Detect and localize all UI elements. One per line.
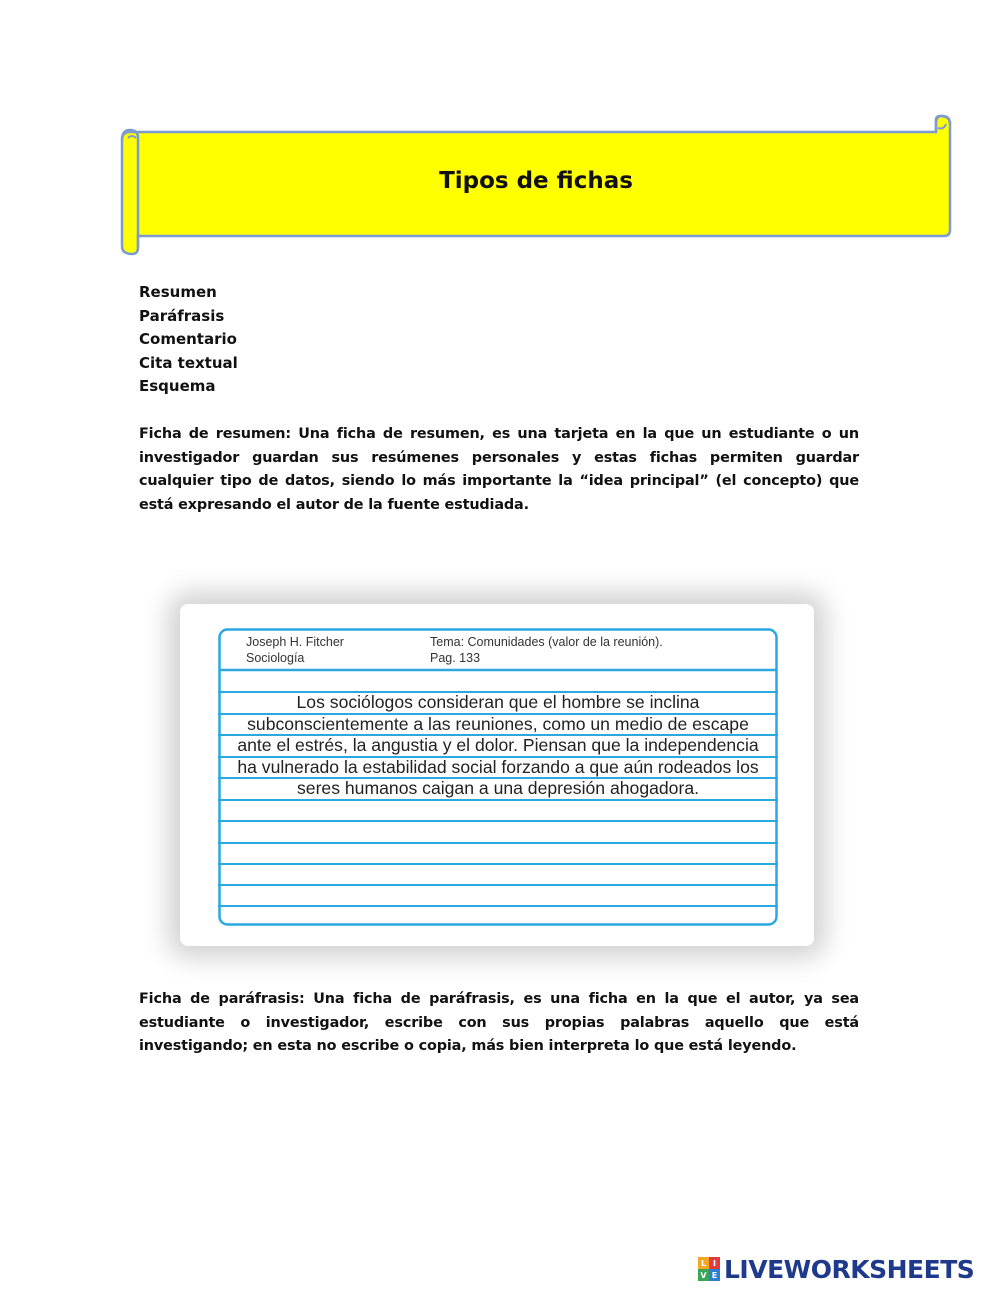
card-page: Pag. 133 [430, 651, 481, 665]
resumen-paragraph: Ficha de resumen: Una ficha de resumen, es una tarjeta en la que un estudiante o un investigador guardan sus resúmenes personales y estas fichas permiten guardar cualquier tipo de datos, siendo lo más importante la “idea principal” (el concepto) que está expresando el autor de la fuente estudiada. [139, 426, 859, 513]
list-item: Esquema [139, 377, 216, 395]
card-body-text: Los sociólogos consideran que el hombre se inclina subconscientemente a las reuniones, como un medio de escape ante el estrés, la angustia y el dolor. Piensan que la independencia ha vulnerado la estabilidad social forzando a que aún rodeados los seres humanos caigan a una depresión ahogadora. [237, 692, 759, 799]
types-list [139, 281, 238, 399]
list-item: Paráfrasis [139, 306, 225, 325]
card-author: Joseph H. Fitcher [246, 635, 344, 649]
list-item: Resumen [139, 283, 217, 301]
logo-icon [698, 1257, 720, 1281]
card-subject: Sociología [246, 651, 305, 665]
card-topic: Tema: Comunidades (valor de la reunión). [430, 635, 663, 649]
card-author-block [246, 634, 344, 666]
parafrasis-paragraph: Ficha de paráfrasis: Una ficha de paráfrasis, es una ficha en la que el autor, ya sea estudiante o investigador, escribe con sus propias palabras aquello que está investigando; en esta no escribe o copia, más bien interpreta lo que está leyendo. [139, 991, 859, 1054]
list-item: Cita textual [139, 353, 238, 372]
card-topic-block [430, 634, 663, 666]
liveworksheets-logo [698, 1252, 974, 1286]
list-item: Comentario [139, 330, 237, 348]
logo-letter: I [709, 1257, 720, 1269]
title-banner [118, 112, 948, 257]
logo-letter: L [698, 1257, 709, 1269]
logo-text: LIVEWORKSHEETS [724, 1254, 975, 1284]
logo-letter: V [698, 1269, 709, 1281]
page-title: Tipos de fichas [439, 168, 633, 194]
logo-letter: E [709, 1269, 720, 1281]
